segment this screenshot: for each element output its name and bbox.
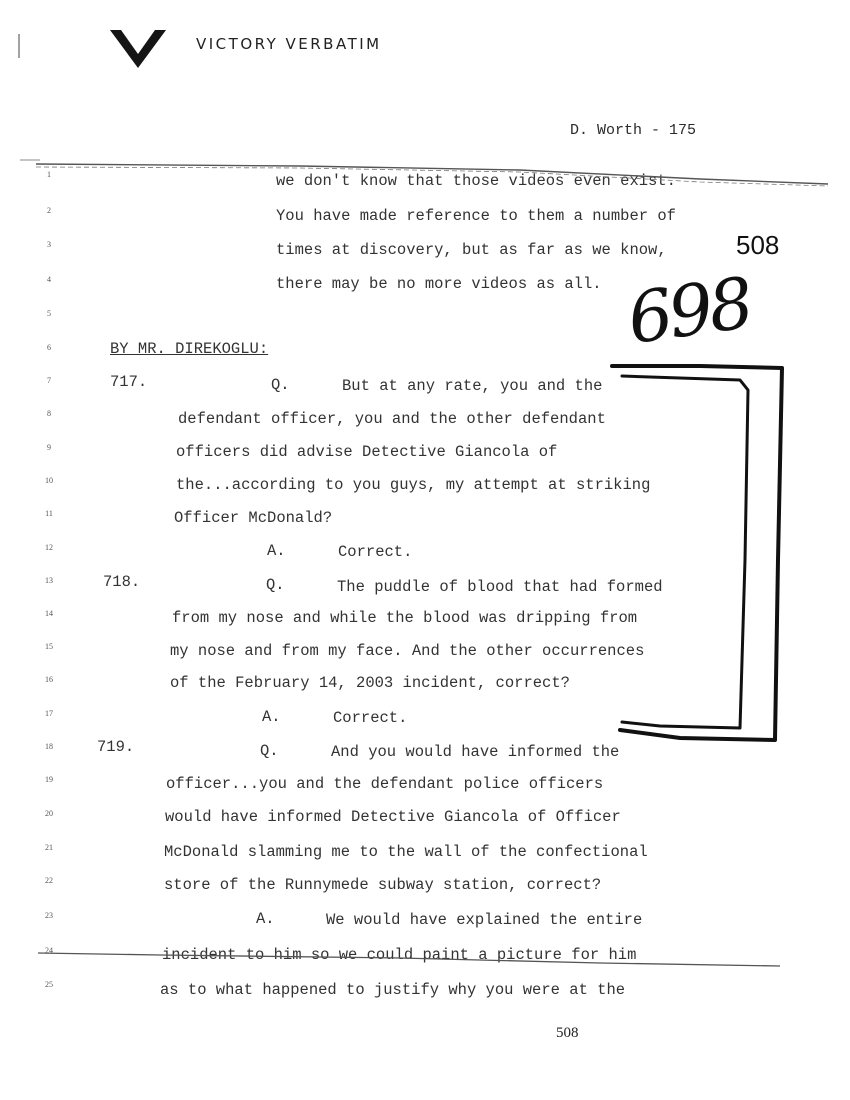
line-number: 23 [45, 911, 53, 920]
transcript-line: The puddle of blood that had formed [337, 578, 663, 596]
transcript-line: And you would have informed the [331, 743, 620, 761]
transcript-line: of the February 14, 2003 incident, correct? [170, 674, 570, 692]
line-number: 4 [47, 275, 51, 284]
examiner-heading: BY MR. DIREKOGLU: [110, 340, 269, 358]
line-number: 24 [45, 946, 53, 955]
line-number: 14 [45, 609, 53, 618]
speaker-label: Q. [260, 742, 279, 760]
speaker-label: Q. [266, 576, 285, 594]
handwritten-number-text: 698 [622, 261, 755, 361]
line-number: 7 [47, 376, 51, 385]
line-number: 2 [47, 206, 51, 215]
speaker-label: A. [256, 910, 275, 928]
transcript-line: Correct. [338, 543, 413, 561]
transcript-line: the...according to you guys, my attempt at striking [176, 476, 651, 494]
question-number: 719. [97, 738, 135, 756]
transcript-line: times at discovery, but as far as we know, [276, 241, 667, 259]
transcript-line: defendant officer, you and the other defendant [178, 410, 606, 428]
question-number: 718. [103, 573, 141, 591]
transcript-line: my nose and from my face. And the other occurrences [170, 642, 645, 660]
brand-name: VICTORY VERBATIM [196, 35, 382, 53]
line-number: 13 [45, 576, 53, 585]
line-number: 8 [47, 409, 51, 418]
transcript-line: store of the Runnymede subway station, correct? [164, 876, 602, 894]
line-number: 17 [45, 709, 53, 718]
handwritten-number [623, 262, 755, 360]
transcript-line: McDonald slamming me to the wall of the confectional [164, 843, 648, 861]
transcript-line: would have informed Detective Giancola of Officer [165, 808, 621, 826]
transcript-line: from my nose and while the blood was dripping from [172, 609, 638, 627]
transcript-line: Officer McDonald? [174, 509, 333, 527]
transcript-line: officers did advise Detective Giancola of [176, 443, 558, 461]
speaker-label: A. [262, 708, 281, 726]
line-number: 20 [45, 809, 53, 818]
transcript-line: You have made reference to them a number of [276, 207, 676, 225]
transcript-line: Correct. [333, 709, 408, 727]
stamp-page-number: 508 [736, 230, 780, 260]
line-number: 10 [45, 476, 53, 485]
transcript-line: there may be no more videos as all. [276, 275, 602, 293]
line-number: 25 [45, 980, 53, 989]
line-number: 5 [47, 309, 51, 318]
line-number: 12 [45, 543, 53, 552]
transcript-line: incident to him so we could paint a picture for him [162, 946, 637, 964]
question-number: 717. [110, 373, 148, 391]
transcript-line: We would have explained the entire [326, 911, 643, 929]
line-number: 21 [45, 843, 53, 852]
speaker-label: Q. [271, 376, 290, 394]
line-number: 6 [47, 343, 51, 352]
line-number: 3 [47, 240, 51, 249]
line-number: 11 [45, 509, 53, 518]
line-number: 9 [47, 443, 51, 452]
line-number: 19 [45, 775, 53, 784]
speaker-label: A. [267, 542, 286, 560]
transcript-line: But at any rate, you and the [342, 377, 603, 395]
line-number: 18 [45, 742, 53, 751]
transcript-line: we don't know that those videos even exist. [276, 172, 676, 190]
transcript-line: officer...you and the defendant police officers [166, 775, 604, 793]
line-number: 22 [45, 876, 53, 885]
line-number: 15 [45, 642, 53, 651]
line-number: 16 [45, 675, 53, 684]
line-number: 1 [47, 170, 51, 179]
footer-page-number: 508 [556, 1025, 579, 1041]
transcript-line: as to what happened to justify why you were at the [160, 981, 626, 999]
page-reference: D. Worth - 175 [570, 122, 697, 139]
